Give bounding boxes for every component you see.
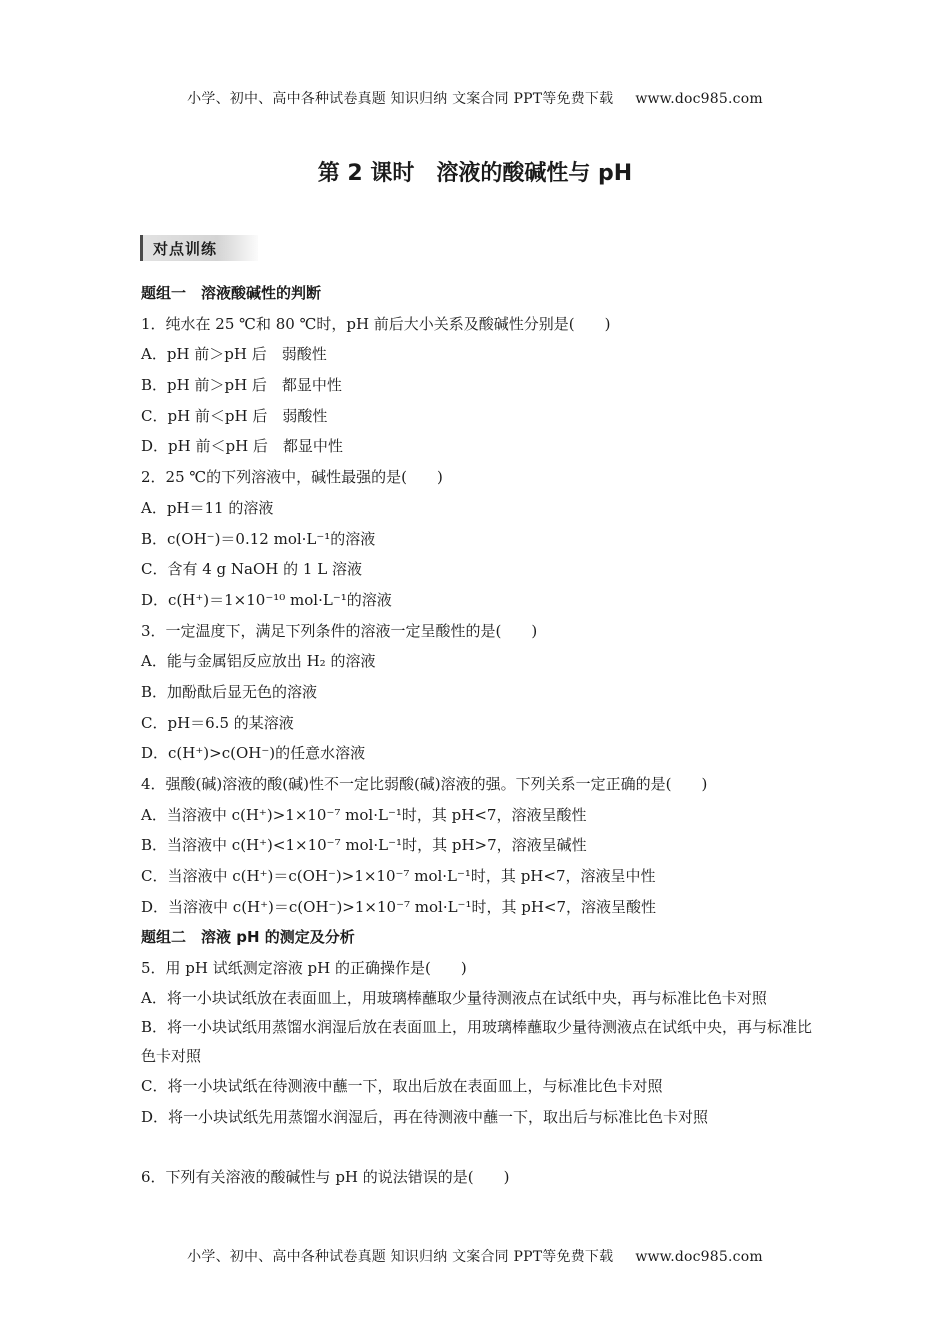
question-3-option-c: C．pH＝6.5 的某溶液 (141, 713, 294, 732)
question-1-option-c: C．pH 前＜pH 后 弱酸性 (141, 406, 328, 425)
question-5-stem: 5．用 pH 试纸测定溶液 pH 的正确操作是( ) (141, 959, 467, 978)
question-2-option-d: D．c(H⁺)＝1×10⁻¹⁰ mol·L⁻¹的溶液 (141, 590, 392, 609)
question-4-option-a: A．当溶液中 c(H⁺)>1×10⁻⁷ mol·L⁻¹时，其 pH<7，溶液呈酸性 (141, 805, 587, 824)
group-title-1: 题组一 溶液酸碱性的判断 (141, 284, 322, 302)
question-3-option-d: D．c(H⁺)>c(OH⁻)的任意水溶液 (141, 744, 366, 763)
question-6-stem: 6．下列有关溶液的酸碱性与 pH 的说法错误的是( ) (141, 1168, 510, 1187)
question-4-stem: 4．强酸(碱)溶液的酸(碱)性不一定比弱酸(碱)溶液的强。下列关系一定正确的是( ) (141, 775, 708, 793)
group-title-2: 题组二 溶液 pH 的测定及分析 (141, 928, 355, 947)
question-1-option-d: D．pH 前＜pH 后 都显中性 (141, 437, 343, 456)
section-tag-label: 对点训练 (153, 240, 218, 258)
question-3-option-b: B．加酚酞后显无色的溶液 (141, 682, 318, 701)
question-2-option-c: C．含有 4 g NaOH 的 1 L 溶液 (141, 560, 362, 579)
footer-banner (0, 1246, 950, 1266)
header-banner-url[interactable]: www.doc985.com (635, 91, 763, 107)
question-2-option-b: B．c(OH⁻)＝0.12 mol·L⁻¹的溶液 (141, 529, 376, 548)
question-2-option-a: A．pH＝11 的溶液 (141, 498, 274, 517)
question-5-option-a: A．将一小块试纸放在表面皿上，用玻璃棒蘸取少量待测液点在试纸中央，再与标准比色卡对照 (141, 988, 767, 1007)
footer-banner-text: 小学、初中、高中各种试卷真题 知识归纳 文案合同 PPT等免费下载 (187, 1249, 614, 1265)
question-3-option-a: A．能与金属铝反应放出 H₂ 的溶液 (141, 652, 376, 671)
question-4-option-b: B．当溶液中 c(H⁺)<1×10⁻⁷ mol·L⁻¹时，其 pH>7，溶液呈碱性 (141, 836, 587, 855)
question-2-stem: 2．25 ℃的下列溶液中，碱性最强的是( ) (141, 468, 443, 487)
question-3-stem: 3．一定温度下，满足下列条件的溶液一定呈酸性的是( ) (141, 621, 538, 640)
question-5-option-c: C．将一小块试纸在待测液中蘸一下，取出后放在表面皿上，与标准比色卡对照 (141, 1076, 663, 1095)
question-1-option-a: A．pH 前＞pH 后 弱酸性 (141, 345, 327, 364)
question-content (141, 278, 821, 1193)
header-banner-text: 小学、初中、高中各种试卷真题 知识归纳 文案合同 PPT等免费下载 (187, 91, 614, 107)
question-1-option-b: B．pH 前＞pH 后 都显中性 (141, 376, 342, 395)
section-tag (140, 235, 258, 261)
question-1-stem: 1．纯水在 25 ℃和 80 ℃时，pH 前后大小关系及酸碱性分别是( ) (141, 314, 611, 333)
question-5-option-b: B．将一小块试纸用蒸馏水润湿后放在表面皿上，用玻璃棒蘸取少量待测液点在试纸中央，再与标准比色卡对照 (141, 1017, 813, 1065)
question-5-option-d: D．将一小块试纸先用蒸馏水润湿后，再在待测液中蘸一下，取出后与标准比色卡对照 (141, 1107, 709, 1126)
question-4-option-d: D．当溶液中 c(H⁺)＝c(OH⁻)>1×10⁻⁷ mol·L⁻¹时，其 pH<7，溶液呈酸性 (141, 897, 657, 916)
page-title: 第 2 课时 溶液的酸碱性与 pH (317, 161, 633, 186)
footer-banner-url[interactable]: www.doc985.com (635, 1249, 763, 1265)
header-banner (0, 88, 950, 108)
spacer (141, 1132, 821, 1162)
question-4-option-c: C．当溶液中 c(H⁺)＝c(OH⁻)>1×10⁻⁷ mol·L⁻¹时，其 pH<7，溶液呈中性 (141, 867, 656, 886)
